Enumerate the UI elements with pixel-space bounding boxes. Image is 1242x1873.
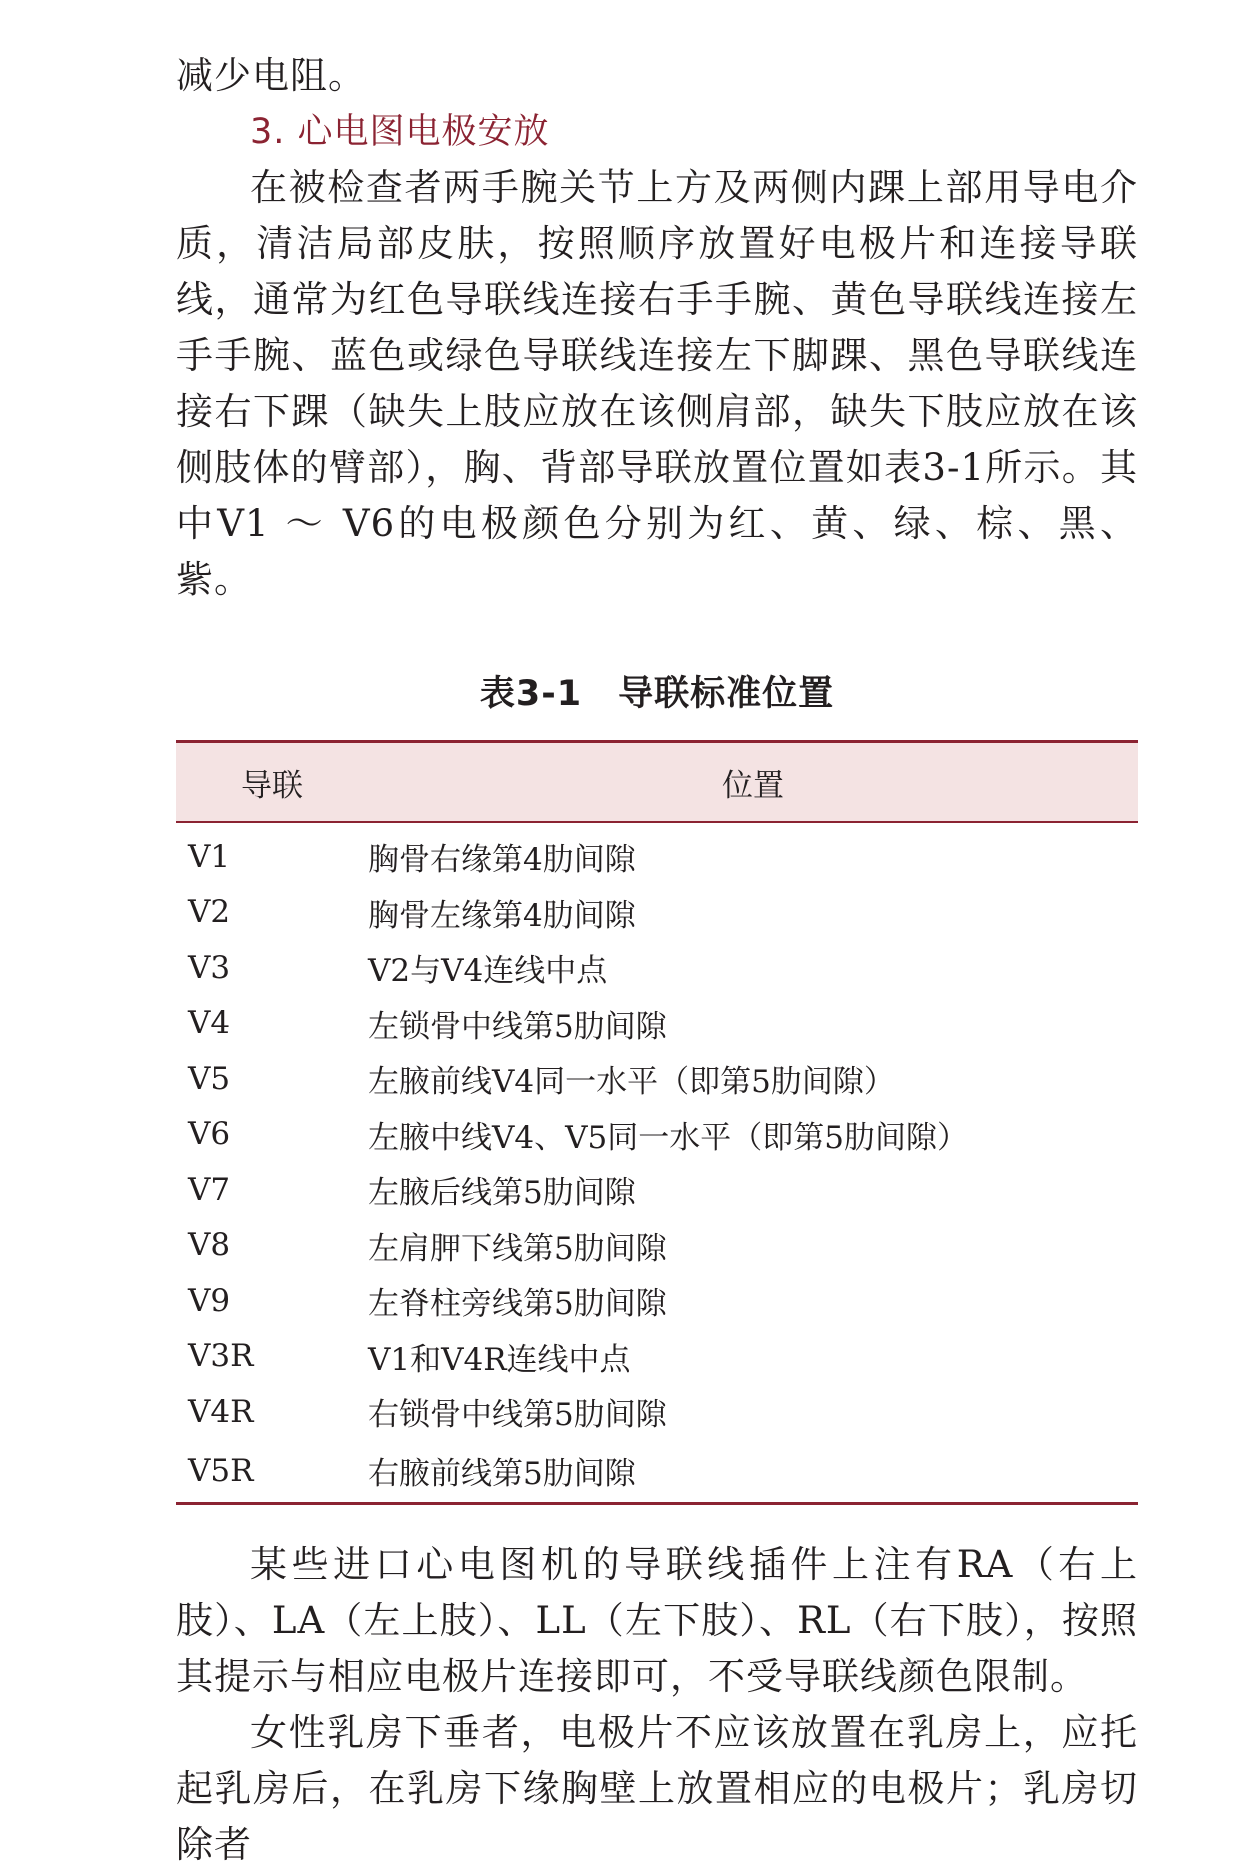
lead-cell: V7 xyxy=(188,1171,231,1208)
section-heading: 3. 心电图电极安放 xyxy=(250,112,550,152)
position-cell: 左锁骨中线第5肋间隙 xyxy=(368,1008,667,1045)
position-cell: 胸骨左缘第4肋间隙 xyxy=(368,897,636,934)
table-row xyxy=(176,1440,1138,1504)
lead-cell: V8 xyxy=(188,1227,231,1264)
table-row xyxy=(176,996,1138,1052)
position-cell: 左腋后线第5肋间隙 xyxy=(368,1175,636,1212)
paragraph-female-patients: 女性乳房下垂者，电极片不应该放置在乳房上，应托起乳房后，在乳房下缘胸壁上放置相应的电极片；乳房切除者 xyxy=(176,1710,1138,1866)
lead-cell: V5R xyxy=(176,1440,368,1504)
position-cell: 右锁骨中线第5肋间隙 xyxy=(368,1397,667,1434)
lead-cell: V2 xyxy=(188,894,231,931)
paragraph-lead-plug-labels: 某些进口心电图机的导联线插件上注有RA（右上肢）、LA（左上肢）、LL（左下肢）、RL（右下肢），按照其提示与相应电极片连接即可，不受导联线颜色限制。 xyxy=(176,1542,1138,1698)
lead-cell: V1 xyxy=(188,838,231,875)
table-row xyxy=(176,1162,1138,1218)
lead-cell: V3 xyxy=(188,949,231,986)
table-row xyxy=(176,1384,1138,1440)
table-row xyxy=(176,1051,1138,1107)
position-cell: 右腋前线第5肋间隙 xyxy=(368,1440,1138,1504)
lead-position-table xyxy=(176,740,1138,1505)
paragraph-continuation: 减少电阻。 xyxy=(176,54,366,97)
table-row xyxy=(176,1218,1138,1274)
table-row xyxy=(176,885,1138,941)
lead-cell: V3R xyxy=(188,1338,254,1375)
table-number: 表3-1 xyxy=(479,674,583,714)
header-lead: 导联 xyxy=(176,742,368,823)
table-row xyxy=(176,1273,1138,1329)
lead-cell: V4 xyxy=(188,1005,231,1042)
table-caption: 导联标准位置 xyxy=(618,674,835,714)
lead-cell: V5 xyxy=(188,1060,231,1097)
position-cell: 胸骨右缘第4肋间隙 xyxy=(368,842,636,879)
table-header-row xyxy=(176,742,1138,823)
header-position: 位置 xyxy=(368,742,1138,823)
paragraph-electrode-placement: 在被检查者两手腕关节上方及两侧内踝上部用导电介质，清洁局部皮肤，按照顺序放置好电极片和连接导联线，通常为红色导联线连接右手手腕、黄色导联线连接左手手腕、蓝色或绿色导联线连接左下脚踝、黑色导联线连接右下踝（缺失上肢应放在该侧肩部，缺失下肢应放在该侧肢体的臂部），胸、背部导联放置位置如表3-1所示。其中V1 ～ V6的电极颜色分别为红、黄、绿、棕、黑、紫。 xyxy=(176,166,1138,601)
lead-cell: V6 xyxy=(188,1116,231,1153)
position-cell: 左腋中线V4、V5同一水平（即第5肋间隙） xyxy=(368,1119,968,1156)
position-cell: V2与V4连线中点 xyxy=(368,953,608,990)
table-row xyxy=(176,1329,1138,1385)
table-row xyxy=(176,940,1138,996)
table-row xyxy=(176,1107,1138,1163)
table-row xyxy=(176,822,1138,885)
position-cell: V1和V4R连线中点 xyxy=(368,1341,631,1378)
table-title xyxy=(176,666,1138,716)
page-content xyxy=(176,48,1138,1873)
lead-cell: V9 xyxy=(188,1282,231,1319)
position-cell: 左肩胛下线第5肋间隙 xyxy=(368,1230,667,1267)
position-cell: 左脊柱旁线第5肋间隙 xyxy=(368,1286,667,1323)
lead-cell: V4R xyxy=(188,1393,254,1430)
position-cell: 左腋前线V4同一水平（即第5肋间隙） xyxy=(368,1064,895,1101)
